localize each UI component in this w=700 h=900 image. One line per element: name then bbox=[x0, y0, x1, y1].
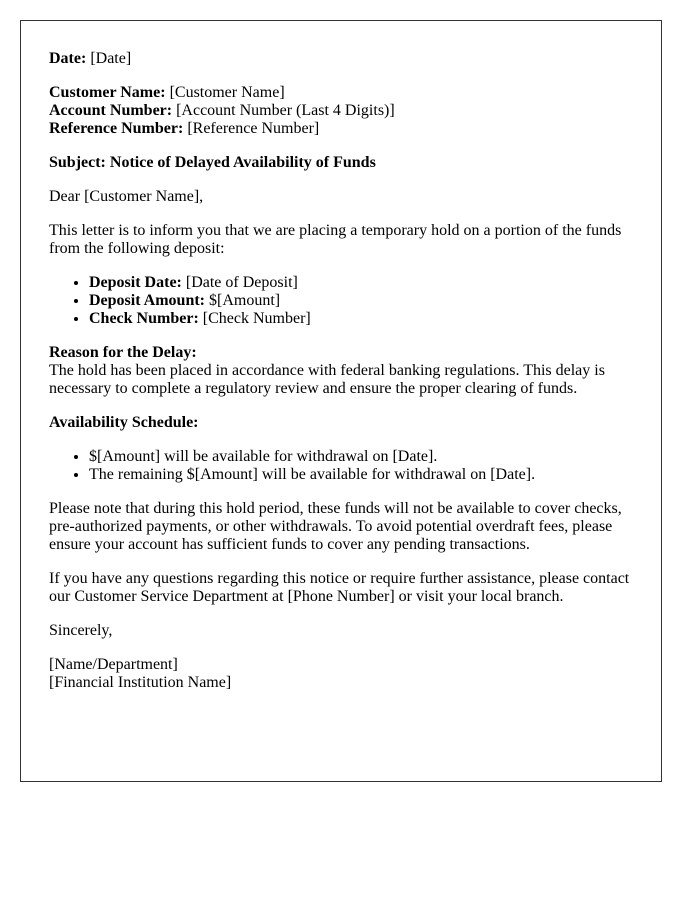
deposit-details-list bbox=[49, 274, 632, 328]
signature: [Name/Department] [Financial Institution Name] bbox=[49, 656, 232, 691]
subject: Subject: Notice of Delayed Availability of Funds bbox=[49, 154, 376, 171]
customer-name-value: [Customer Name] bbox=[169, 84, 285, 101]
account-info: Customer Name: [Customer Name] Account Number: [Account Number (Last 4 Digits)] Reference Number: [Reference Number] bbox=[49, 84, 395, 137]
intro-paragraph: This letter is to inform you that we are placing a temporary hold on a portion of the funds from the following deposit: bbox=[49, 222, 622, 257]
closing: Sincerely, bbox=[49, 622, 113, 639]
schedule-heading: Availability Schedule: bbox=[49, 414, 199, 431]
reference-number-value: [Reference Number] bbox=[187, 120, 320, 137]
account-number-value: [Account Number (Last 4 Digits)] bbox=[176, 102, 395, 119]
date-line: Date: [Date] bbox=[49, 50, 132, 67]
list-item: • Check Number: [Check Number] bbox=[89, 310, 632, 328]
list-item: • $[Amount] will be available for withdrawal on [Date]. bbox=[89, 448, 632, 466]
reason-section: Reason for the Delay: The hold has been placed in accordance with federal banking regulations. This delay is necessary to complete a regulatory review and ensure the proper clearing of funds. bbox=[49, 344, 605, 397]
list-item: • Deposit Amount: $[Amount] bbox=[89, 292, 632, 310]
list-item: • Deposit Date: [Date of Deposit] bbox=[89, 274, 632, 292]
list-item: • The remaining $[Amount] will be available for withdrawal on [Date]. bbox=[89, 466, 632, 484]
letter bbox=[20, 20, 662, 782]
salutation: Dear [Customer Name], bbox=[49, 188, 204, 205]
note-paragraph: Please note that during this hold period, these funds will not be available to cover checks, pre-authorized payments, or other withdrawals. To avoid potential overdraft fees, please ensure your account has sufficient funds to cover any pending transactions. bbox=[49, 500, 622, 553]
date-value: [Date] bbox=[90, 50, 132, 67]
schedule-list bbox=[49, 448, 632, 484]
contact-paragraph: If you have any questions regarding this notice or require further assistance, please contact our Customer Service Department at [Phone Number] or visit your local branch. bbox=[49, 570, 630, 605]
